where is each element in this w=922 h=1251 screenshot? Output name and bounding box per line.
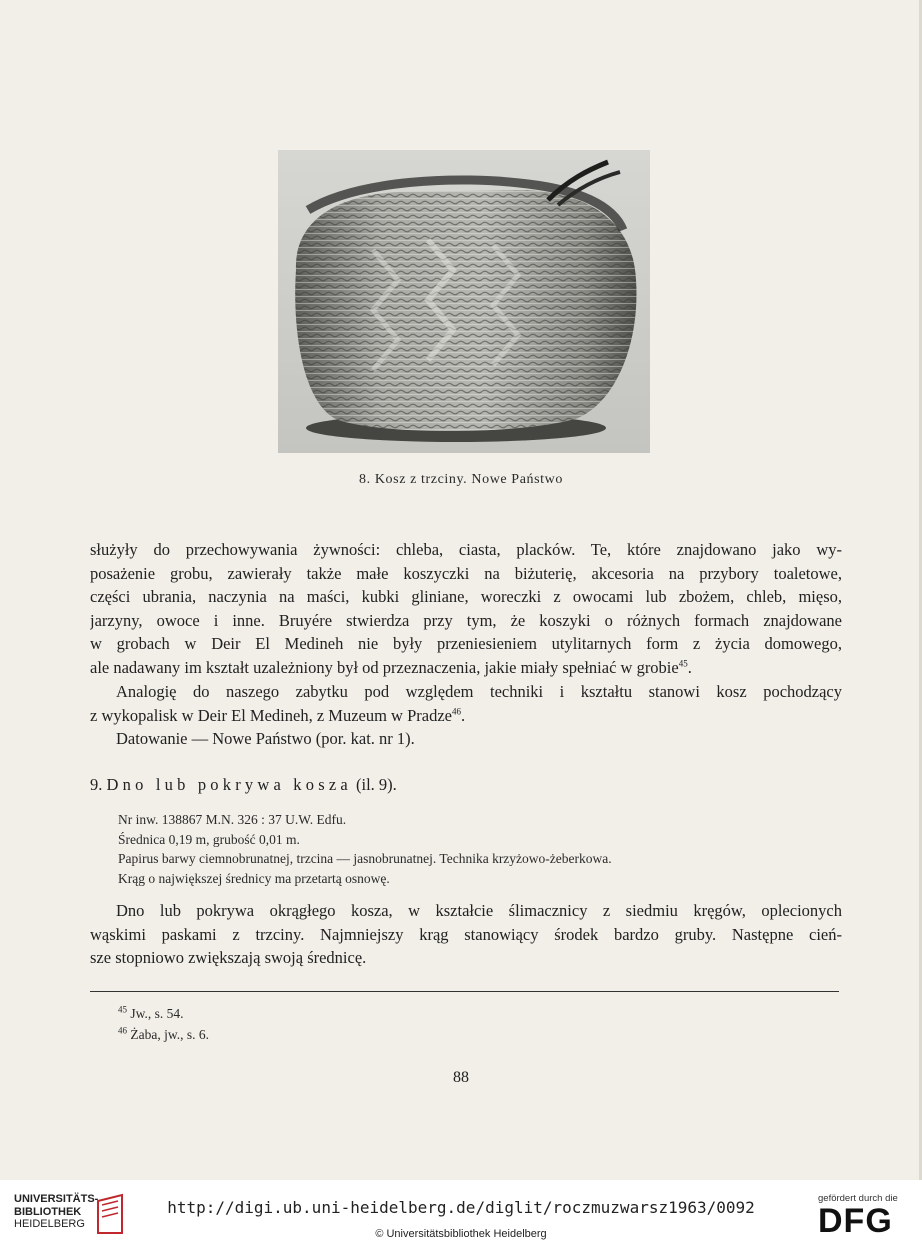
dfg-logo[interactable]: DFG	[818, 1202, 893, 1240]
paragraph-2-end: .	[461, 705, 466, 725]
footnote-text: Jw., s. 54.	[130, 1006, 184, 1021]
catalog-line: Nr inw. 138867 M.N. 326 : 37 U.W. Edfu.	[118, 812, 347, 827]
footnote-46	[118, 1027, 209, 1043]
footnote-number: 45	[118, 1004, 127, 1015]
paragraph-2-line: Analogię do naszego zabytku pod względem techniki i kształtu stanowi kosz pochodzący	[116, 682, 842, 701]
figure-caption: 8. Kosz z trzciny. Nowe Państwo	[359, 472, 563, 487]
footnote-text: Żaba, jw., s. 6.	[130, 1027, 209, 1042]
section-ref: (il. 9).	[356, 775, 397, 794]
paragraph-1-line: posażenie grobu, zawierały także małe koszyczki na biżuterię, akcesoria na przybory toaletowe,	[90, 563, 842, 583]
permalink-url[interactable]: http://digi.ub.uni-heidelberg.de/diglit/roczmuzwarsz1963/0092	[167, 1198, 755, 1217]
footnote-45	[118, 1006, 184, 1022]
funding-label: gefördert durch die	[818, 1193, 898, 1204]
footnote-ref-45[interactable]: 45	[678, 658, 688, 669]
footnote-ref-46[interactable]: 46	[452, 706, 461, 717]
library-name-line: HEIDELBERG	[14, 1218, 85, 1230]
paragraph-4-line: sze stopniowo zwiększają swoją średnicę.	[90, 948, 367, 968]
page-number: 88	[453, 1069, 469, 1086]
section-heading	[90, 775, 397, 795]
section-number: 9.	[90, 775, 103, 794]
paragraph-2	[90, 680, 842, 727]
paragraph-2-line: z wykopalisk w Deir El Medineh, z Muzeum w Pradze	[90, 705, 452, 725]
paragraph-1-line: jarzyny, owoce i inne. Bruyére stwierdza przy tym, że koszyki o różnych formach znajdowane	[90, 610, 842, 630]
catalog-details	[118, 810, 612, 888]
catalog-line: Papirus barwy ciemnobrunatnej, trzcina — jasnobrunatnej. Technika krzyżowo-żeberkowa.	[118, 851, 612, 866]
paragraph-4-line: Dno lub pokrywa okrągłego kosza, w kształcie ślimacznicy z siedmiu kręgów, oplecionych	[116, 901, 842, 920]
paragraph-3-line: Datowanie — Nowe Państwo (por. kat. nr 1).	[116, 729, 415, 748]
paragraph-1-line: w grobach w Deir El Medineh nie były przeniesieniem utylitarnych form z życia domowego,	[90, 634, 842, 654]
paragraph-1	[90, 538, 842, 680]
section-title: Dno lub pokrywa kosza	[106, 775, 352, 794]
paragraph-1-end: .	[687, 657, 692, 677]
paragraph-1-last-line	[90, 656, 842, 680]
paragraph-1-line: ale nadawany im kształt uzależniony był od przeznaczenia, jakie miały spełniać w grobie	[90, 657, 679, 677]
paragraph-4-line: wąskimi paskami z trzciny. Najmniejszy krąg stanowiący środek bardzo gruby. Następne cień-	[90, 924, 842, 944]
paragraph-4	[90, 899, 842, 970]
basket-photo	[278, 150, 650, 453]
paragraph-2-last-line	[90, 704, 842, 728]
catalog-line: Średnica 0,19 m, grubość 0,01 m.	[118, 831, 300, 847]
catalog-line: Krąg o największej średnicy ma przetartą osnowę.	[118, 870, 390, 886]
library-name-line: BIBLIOTHEK	[14, 1205, 82, 1218]
paragraph-1-line: służyły do przechowywania żywności: chleba, ciasta, placków. Te, które znajdowano jako wy-	[90, 540, 842, 559]
footnote-number: 46	[118, 1025, 127, 1036]
paragraph-3	[90, 727, 842, 751]
footnote-divider	[90, 991, 839, 992]
paragraph-1-line: części ubrania, naczynia na maści, kubki gliniane, woreczki z owocami lub zbożem, chleb, mięso,	[90, 587, 842, 607]
copyright-notice: © Universitätsbibliothek Heidelberg	[375, 1228, 547, 1240]
library-name-line: UNIVERSITÄTS-	[14, 1193, 99, 1205]
basket-illustration	[278, 150, 650, 453]
